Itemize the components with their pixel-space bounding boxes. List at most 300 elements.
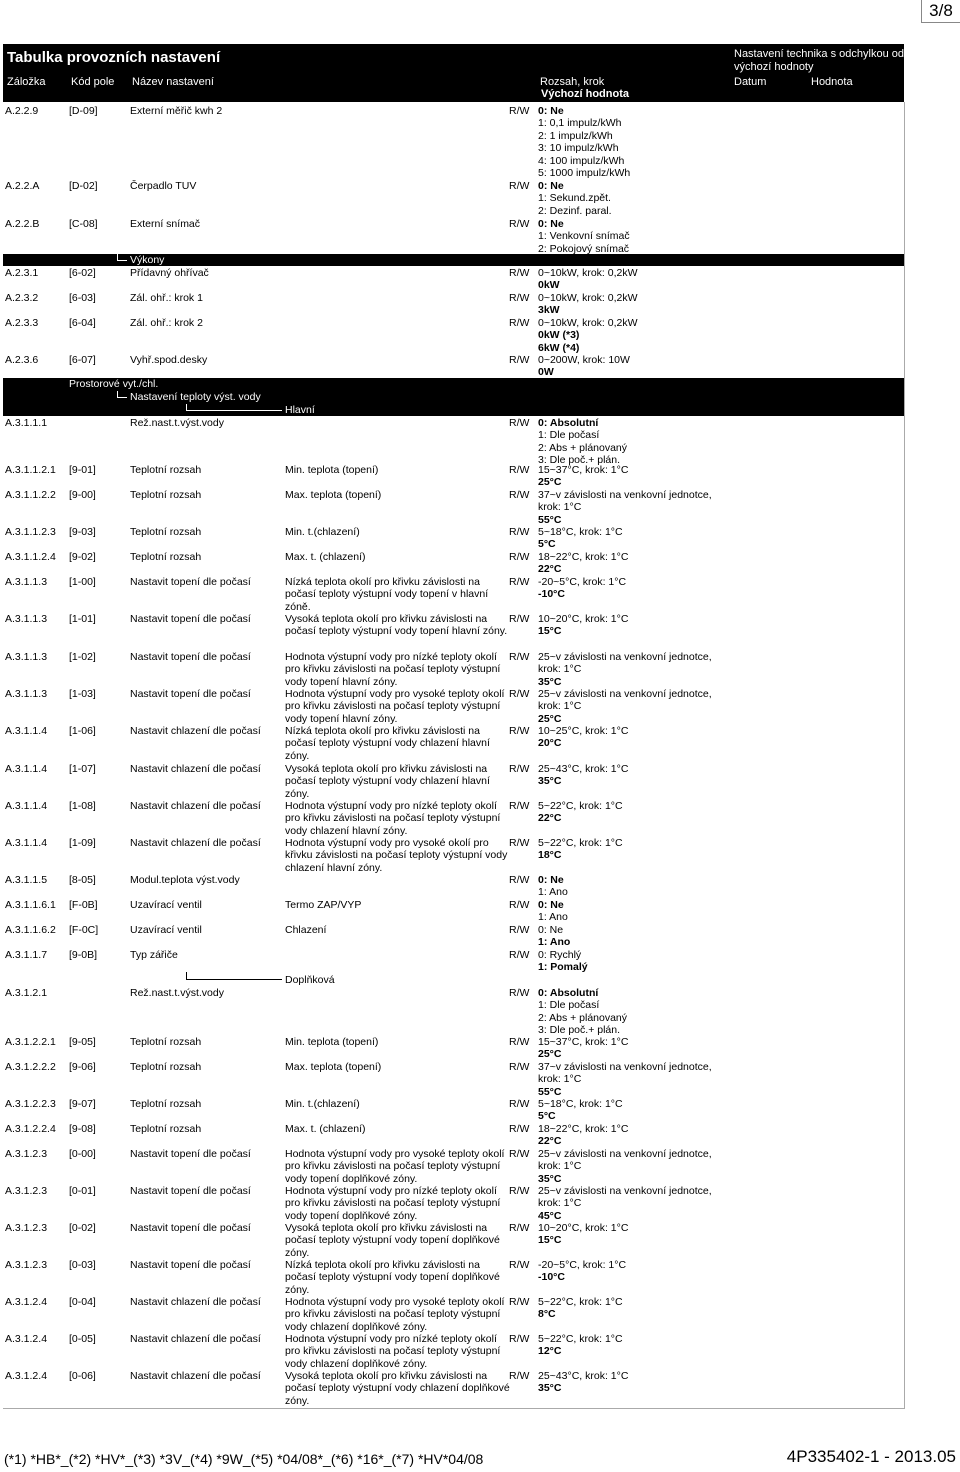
- setting-values: [538, 267, 738, 292]
- setting-tab: A.3.1.1.5: [5, 874, 48, 886]
- setting-description: Vysoká teplota okolí pro křivku závislosti na počasí teploty výstupní vody topení doplňkové zóny.: [285, 1222, 500, 1259]
- setting-code: [1-01]: [69, 613, 96, 625]
- table-title: Tabulka provozních nastavení: [7, 49, 221, 66]
- setting-values: [538, 317, 738, 354]
- setting-value-line: 25°C: [538, 712, 562, 725]
- setting-description: Hodnota výstupní vody pro vysoké teploty okolí pro křivku závislosti na počasí teploty výstupní vody chlazení doplňkové zóny.: [285, 1296, 505, 1333]
- setting-tab: A.3.1.2.3: [5, 1148, 48, 1160]
- setting-value-line: 0~10kW, krok: 0,2kW: [538, 292, 638, 304]
- setting-access: R/W: [509, 292, 530, 304]
- setting-name: Nastavit chlazení dle počasí: [130, 763, 261, 775]
- setting-tab: A.3.1.2.3: [5, 1222, 48, 1234]
- setting-name: Typ zářiče: [130, 949, 178, 961]
- setting-value-line: 4: 100 impulz/kWh: [538, 154, 625, 167]
- setting-value-line: 2: Pokojový snímač: [538, 242, 630, 255]
- setting-access: R/W: [509, 1185, 530, 1197]
- setting-values: [538, 576, 738, 601]
- setting-values: [538, 837, 738, 862]
- setting-tab: A.3.1.1.6.2: [5, 924, 56, 936]
- setting-code: [C-08]: [69, 218, 98, 230]
- setting-tab: A.3.1.1.2.4: [5, 551, 56, 563]
- setting-tab: A.3.1.1.6.1: [5, 899, 56, 911]
- setting-code: [F-0B]: [69, 899, 98, 911]
- setting-value-line: 3kW: [538, 304, 560, 317]
- setting-value-line: 0kW: [538, 279, 560, 292]
- setting-code: [0-05]: [69, 1333, 96, 1345]
- setting-value-line: 0~10kW, krok: 0,2kW: [538, 267, 638, 279]
- setting-value-line: 37~v závislosti na venkovní jednotce,: [538, 489, 712, 501]
- setting-name: Zál. ohř.: krok 1: [130, 292, 203, 304]
- setting-value-line: 0kW (*3): [538, 329, 580, 342]
- setting-code: [0-03]: [69, 1259, 96, 1271]
- setting-tab: A.3.1.2.2.4: [5, 1123, 56, 1135]
- setting-code: [1-07]: [69, 763, 96, 775]
- setting-description: Hodnota výstupní vody pro vysoké teploty okolí pro křivku závislosti na počasí teploty výstupní vody topení hlavní zóny.: [285, 688, 505, 725]
- setting-name: Přídavný ohřívač: [130, 267, 209, 279]
- setting-description: Vysoká teplota okolí pro křivku závislosti na počasí teploty výstupní vody chlazení doplňkové zóny.: [285, 1370, 510, 1407]
- section-hlavni: Hlavní: [285, 404, 315, 416]
- setting-value-line: 3: Dle poč.+ plán.: [538, 454, 621, 467]
- setting-values: [538, 1296, 738, 1321]
- setting-access: R/W: [509, 800, 530, 812]
- setting-name: Nastavit topení dle počasí: [130, 1185, 251, 1197]
- setting-access: R/W: [509, 1259, 530, 1271]
- setting-tab: A.2.3.6: [5, 354, 39, 366]
- setting-description: Hodnota výstupní vody pro nízké teploty okolí pro křivku závislosti na počasí teploty výstupní vody chlazení doplňkové zóny.: [285, 1333, 501, 1370]
- setting-value-line: krok: 1°C: [538, 1197, 582, 1210]
- setting-name: Rež.nast.t.výst.vody: [130, 987, 224, 999]
- setting-values: [538, 1222, 738, 1247]
- setting-value-line: 0: Absolutní: [538, 987, 599, 999]
- setting-values: [538, 218, 738, 255]
- setting-values: [538, 551, 738, 576]
- setting-tab: A.3.1.2.3: [5, 1185, 48, 1197]
- setting-value-line: 1: Ano: [538, 936, 571, 949]
- setting-description: Chlazení: [285, 924, 327, 936]
- setting-name: Uzavírací ventil: [130, 924, 202, 936]
- setting-access: R/W: [509, 1370, 530, 1382]
- setting-value-line: krok: 1°C: [538, 663, 582, 676]
- setting-values: [538, 688, 738, 725]
- setting-description: Max. t. (chlazení): [285, 551, 366, 563]
- col-value: Hodnota: [811, 76, 853, 88]
- setting-value-line: 0W: [538, 366, 554, 379]
- setting-name: Nastavit chlazení dle počasí: [130, 725, 261, 737]
- setting-tab: A.3.1.1.1: [5, 417, 48, 429]
- tree-line: [117, 397, 127, 398]
- setting-value-line: 1: Dle počasí: [538, 429, 600, 442]
- setting-value-line: -10°C: [538, 1271, 565, 1284]
- setting-access: R/W: [509, 218, 530, 230]
- setting-code: [0-04]: [69, 1296, 96, 1308]
- setting-access: R/W: [509, 613, 530, 625]
- setting-value-line: 18°C: [538, 849, 562, 862]
- col-range: Rozsah, krok: [540, 76, 605, 88]
- setting-value-line: 3: Dle poč.+ plán.: [538, 1024, 621, 1037]
- setting-value-line: krok: 1°C: [538, 501, 582, 514]
- setting-value-line: 2: Abs + plánovaný: [538, 441, 628, 454]
- setting-description: Vysoká teplota okolí pro křivku závislosti na počasí teploty výstupní vody chlazení hlavní zóny.: [285, 763, 490, 800]
- setting-name: Nastavit topení dle počasí: [130, 1148, 251, 1160]
- setting-name: Nastavit topení dle počasí: [130, 688, 251, 700]
- setting-description: Max. teplota (topení): [285, 1061, 382, 1073]
- setting-values: [538, 800, 738, 825]
- setting-access: R/W: [509, 105, 530, 117]
- setting-description: Hodnota výstupní vody pro nízké teploty okolí pro křivku závislosti na počasí teploty výstupní vody topení hlavní zóny.: [285, 651, 501, 688]
- setting-description: Hodnota výstupní vody pro nízké teploty okolí pro křivku závislosti na počasí teploty výstupní vody topení doplňkové zóny.: [285, 1185, 501, 1222]
- setting-value-line: 1: Ano: [538, 886, 568, 899]
- setting-values: [538, 613, 738, 638]
- setting-value-line: 0: Ne: [538, 874, 564, 886]
- setting-value-line: 25~v závislosti na venkovní jednotce,: [538, 1148, 712, 1160]
- setting-value-line: 5°C: [538, 538, 556, 551]
- setting-access: R/W: [509, 874, 530, 886]
- setting-value-line: 22°C: [538, 563, 562, 576]
- tree-line: [186, 979, 282, 980]
- setting-values: [538, 899, 738, 924]
- setting-value-line: 5~18°C, krok: 1°C: [538, 1098, 623, 1110]
- setting-name: Čerpadlo TUV: [130, 180, 197, 192]
- setting-access: R/W: [509, 1061, 530, 1073]
- setting-name: Zál. ohř.: krok 2: [130, 317, 203, 329]
- setting-access: R/W: [509, 180, 530, 192]
- setting-value-line: -10°C: [538, 588, 565, 601]
- setting-values: [538, 949, 738, 974]
- setting-description: Min. t.(chlazení): [285, 526, 360, 538]
- tree-line: [117, 260, 127, 261]
- setting-value-line: 45°C: [538, 1209, 562, 1222]
- setting-access: R/W: [509, 354, 530, 366]
- setting-access: R/W: [509, 1222, 530, 1234]
- setting-value-line: 25~43°C, krok: 1°C: [538, 1370, 629, 1382]
- setting-access: R/W: [509, 725, 530, 737]
- setting-values: [538, 924, 738, 949]
- setting-value-line: 0: Rychlý: [538, 949, 582, 961]
- setting-name: Nastavit topení dle počasí: [130, 1259, 251, 1271]
- setting-code: [6-07]: [69, 354, 96, 366]
- setting-value-line: 5~22°C, krok: 1°C: [538, 1333, 623, 1345]
- setting-code: [1-08]: [69, 800, 96, 812]
- setting-values: [538, 1259, 738, 1284]
- setting-access: R/W: [509, 526, 530, 538]
- setting-name: Nastavit chlazení dle počasí: [130, 837, 261, 849]
- setting-values: [538, 1123, 738, 1148]
- setting-name: Teplotní rozsah: [130, 1098, 202, 1110]
- setting-tab: A.3.1.2.1: [5, 987, 48, 999]
- setting-value-line: -20~5°C, krok: 1°C: [538, 1259, 627, 1271]
- setting-description: Nízká teplota okolí pro křivku závislosti na počasí teploty výstupní vody chlazení hlavní zóny.: [285, 725, 490, 762]
- setting-access: R/W: [509, 576, 530, 588]
- setting-values: [538, 417, 738, 467]
- setting-access: R/W: [509, 1123, 530, 1135]
- setting-value-line: 15~37°C, krok: 1°C: [538, 1036, 629, 1048]
- setting-tab: A.3.1.2.2.3: [5, 1098, 56, 1110]
- setting-name: Nastavit chlazení dle počasí: [130, 1333, 261, 1345]
- setting-code: [9-00]: [69, 489, 96, 501]
- setting-tab: A.3.1.1.3: [5, 651, 48, 663]
- setting-value-line: 12°C: [538, 1345, 562, 1358]
- setting-value-line: 55°C: [538, 1085, 562, 1098]
- setting-tab: A.2.3.3: [5, 317, 39, 329]
- setting-description: Nízká teplota okolí pro křivku závislosti na počasí teploty výstupní vody topení doplňkové zóny.: [285, 1259, 500, 1296]
- setting-code: [1-09]: [69, 837, 96, 849]
- table-header: [3, 44, 904, 102]
- setting-tab: A.3.1.1.3: [5, 613, 48, 625]
- setting-tab: A.3.1.2.4: [5, 1370, 48, 1382]
- section-bar-vykony: [3, 254, 904, 266]
- setting-value-line: krok: 1°C: [538, 1160, 582, 1173]
- setting-tab: A.3.1.1.3: [5, 576, 48, 588]
- setting-values: [538, 180, 738, 217]
- section-vykony: Výkony: [130, 254, 165, 266]
- setting-description: Min. t.(chlazení): [285, 1098, 360, 1110]
- section-prostorove: Prostorové vyt./chl.: [69, 378, 159, 390]
- setting-values: [538, 526, 738, 551]
- setting-value-line: 0: Ne: [538, 105, 564, 117]
- setting-name: Nastavit chlazení dle počasí: [130, 800, 261, 812]
- setting-name: Teplotní rozsah: [130, 526, 202, 538]
- setting-code: [1-02]: [69, 651, 96, 663]
- tree-line: [186, 410, 282, 411]
- setting-tab: A.3.1.1.4: [5, 763, 48, 775]
- setting-value-line: 10~20°C, krok: 1°C: [538, 613, 629, 625]
- setting-name: Nastavit topení dle počasí: [130, 576, 251, 588]
- setting-tab: A.3.1.1.2.1: [5, 464, 56, 476]
- setting-value-line: krok: 1°C: [538, 1073, 582, 1086]
- setting-value-line: 25~v závislosti na venkovní jednotce,: [538, 651, 712, 663]
- section-bar-prostorove: [3, 378, 904, 416]
- setting-description: Max. t. (chlazení): [285, 1123, 366, 1135]
- setting-name: Teplotní rozsah: [130, 464, 202, 476]
- setting-value-line: 0: Ne: [538, 899, 564, 911]
- page-number: 3/8: [921, 0, 960, 23]
- setting-value-line: 0: Absolutní: [538, 417, 599, 429]
- setting-values: [538, 292, 738, 317]
- setting-description: Min. teplota (topení): [285, 1036, 379, 1048]
- setting-code: [9-02]: [69, 551, 96, 563]
- setting-access: R/W: [509, 1148, 530, 1160]
- setting-values: [538, 874, 738, 899]
- setting-code: [8-05]: [69, 874, 96, 886]
- setting-access: R/W: [509, 763, 530, 775]
- setting-value-line: 35°C: [538, 1172, 562, 1185]
- setting-description: Max. teplota (topení): [285, 489, 382, 501]
- setting-code: [9-05]: [69, 1036, 96, 1048]
- setting-value-line: 5~22°C, krok: 1°C: [538, 1296, 623, 1308]
- setting-name: Rež.nast.t.výst.vody: [130, 417, 224, 429]
- setting-code: [0-02]: [69, 1222, 96, 1234]
- setting-name: Nastavit topení dle počasí: [130, 651, 251, 663]
- setting-name: Nastavit topení dle počasí: [130, 1222, 251, 1234]
- setting-value-line: 10~25°C, krok: 1°C: [538, 725, 629, 737]
- setting-value-line: 0: Ne: [538, 924, 564, 936]
- setting-code: [0-01]: [69, 1185, 96, 1197]
- col-default: Výchozí hodnota: [541, 88, 629, 100]
- setting-values: [538, 725, 738, 750]
- setting-tab: A.2.2.A: [5, 180, 40, 192]
- setting-values: [538, 1061, 738, 1098]
- col-date: Datum: [734, 76, 767, 88]
- setting-access: R/W: [509, 1333, 530, 1345]
- setting-tab: A.2.2.9: [5, 105, 39, 117]
- setting-value-line: 6kW (*4): [538, 341, 580, 354]
- setting-value-line: 18~22°C, krok: 1°C: [538, 1123, 629, 1135]
- setting-values: [538, 1148, 738, 1185]
- setting-code: [1-06]: [69, 725, 96, 737]
- setting-value-line: 0: Ne: [538, 180, 564, 192]
- setting-code: [9-01]: [69, 464, 96, 476]
- setting-value-line: 35°C: [538, 775, 562, 788]
- setting-name: Teplotní rozsah: [130, 1061, 202, 1073]
- setting-name: Teplotní rozsah: [130, 1123, 202, 1135]
- setting-value-line: 25~43°C, krok: 1°C: [538, 763, 629, 775]
- setting-value-line: 0~200W, krok: 10W: [538, 354, 630, 366]
- setting-name: Modul.teplota výst.vody: [130, 874, 240, 886]
- section-doplnkova: Doplňková: [285, 974, 335, 986]
- setting-description: Nízká teplota okolí pro křivku závislosti na počasí teploty výstupní vody topení v hlavní zóně.: [285, 576, 489, 613]
- setting-access: R/W: [509, 267, 530, 279]
- setting-code: [D-09]: [69, 105, 98, 117]
- setting-value-line: -20~5°C, krok: 1°C: [538, 576, 627, 588]
- setting-tab: A.3.1.2.4: [5, 1296, 48, 1308]
- setting-access: R/W: [509, 464, 530, 476]
- setting-value-line: 25°C: [538, 1048, 562, 1061]
- col-name: Název nastavení: [132, 76, 214, 88]
- setting-access: R/W: [509, 837, 530, 849]
- setting-name: Vyhř.spod.desky: [130, 354, 208, 366]
- setting-name: Nastavit chlazení dle počasí: [130, 1296, 261, 1308]
- setting-tab: A.2.3.2: [5, 292, 39, 304]
- setting-value-line: 5~22°C, krok: 1°C: [538, 837, 623, 849]
- setting-values: [538, 1333, 738, 1358]
- setting-values: [538, 105, 738, 179]
- setting-code: [9-03]: [69, 526, 96, 538]
- setting-code: [F-0C]: [69, 924, 99, 936]
- setting-name: Teplotní rozsah: [130, 551, 202, 563]
- setting-values: [538, 1036, 738, 1061]
- setting-tab: A.3.1.2.3: [5, 1259, 48, 1271]
- setting-tab: A.3.1.1.4: [5, 725, 48, 737]
- setting-value-line: 3: 10 impulz/kWh: [538, 142, 619, 155]
- setting-access: R/W: [509, 899, 530, 911]
- setting-access: R/W: [509, 688, 530, 700]
- setting-value-line: 0: Ne: [538, 218, 564, 230]
- setting-code: [0-06]: [69, 1370, 96, 1382]
- setting-values: [538, 651, 738, 688]
- setting-value-line: 5~22°C, krok: 1°C: [538, 800, 623, 812]
- setting-code: [9-08]: [69, 1123, 96, 1135]
- setting-name: Externí snímač: [130, 218, 201, 230]
- setting-value-line: 18~22°C, krok: 1°C: [538, 551, 629, 563]
- setting-value-line: 22°C: [538, 812, 562, 825]
- setting-tab: A.3.1.1.4: [5, 837, 48, 849]
- setting-tab: A.3.1.2.4: [5, 1333, 48, 1345]
- setting-value-line: 1: Ano: [538, 911, 568, 924]
- setting-value-line: 1: Venkovní snímač: [538, 230, 630, 243]
- setting-access: R/W: [509, 317, 530, 329]
- setting-code: [1-03]: [69, 688, 96, 700]
- setting-tab: A.3.1.2.2.2: [5, 1061, 56, 1073]
- setting-value-line: 0~10kW, krok: 0,2kW: [538, 317, 638, 329]
- setting-code: [6-03]: [69, 292, 96, 304]
- setting-tab: A.3.1.1.7: [5, 949, 48, 961]
- setting-value-line: 1: Pomalý: [538, 961, 588, 974]
- setting-access: R/W: [509, 987, 530, 999]
- col-tab: Záložka: [7, 76, 46, 88]
- setting-values: [538, 354, 738, 379]
- setting-access: R/W: [509, 1036, 530, 1048]
- setting-code: [9-0B]: [69, 949, 98, 961]
- setting-name: Teplotní rozsah: [130, 1036, 202, 1048]
- setting-values: [538, 1098, 738, 1123]
- setting-value-line: 1: Dle počasí: [538, 999, 600, 1012]
- setting-value-line: 15~37°C, krok: 1°C: [538, 464, 629, 476]
- setting-tab: A.2.2.B: [5, 218, 40, 230]
- setting-value-line: krok: 1°C: [538, 700, 582, 713]
- setting-values: [538, 464, 738, 489]
- setting-value-line: 55°C: [538, 513, 562, 526]
- setting-name: Nastavit chlazení dle počasí: [130, 1370, 261, 1382]
- setting-tab: A.3.1.1.2.2: [5, 489, 56, 501]
- setting-code: [9-07]: [69, 1098, 96, 1110]
- setting-values: [538, 987, 738, 1037]
- setting-value-line: 35°C: [538, 675, 562, 688]
- setting-description: Hodnota výstupní vody pro nízké teploty okolí pro křivku závislosti na počasí teploty výstupní vody chlazení hlavní zóny.: [285, 800, 501, 837]
- setting-value-line: 15°C: [538, 625, 562, 638]
- setting-access: R/W: [509, 489, 530, 501]
- setting-value-line: 10~20°C, krok: 1°C: [538, 1222, 629, 1234]
- setting-access: R/W: [509, 417, 530, 429]
- setting-value-line: 2: Abs + plánovaný: [538, 1011, 628, 1024]
- technician-settings-title: Nastavení technika s odchylkou od výchozí hodnoty: [734, 48, 904, 73]
- setting-value-line: 1: 0,1 impulz/kWh: [538, 117, 622, 130]
- setting-name: Nastavit topení dle počasí: [130, 613, 251, 625]
- setting-value-line: 37~v závislosti na venkovní jednotce,: [538, 1061, 712, 1073]
- setting-code: [D-02]: [69, 180, 98, 192]
- setting-value-line: 22°C: [538, 1135, 562, 1148]
- setting-value-line: 5~18°C, krok: 1°C: [538, 526, 623, 538]
- setting-code: [6-02]: [69, 267, 96, 279]
- document-code: 4P335402-1 - 2013.05: [786, 1447, 956, 1466]
- setting-description: Min. teplota (topení): [285, 464, 379, 476]
- setting-value-line: 5: 1000 impulz/kWh: [538, 167, 631, 180]
- setting-code: [6-04]: [69, 317, 96, 329]
- setting-access: R/W: [509, 551, 530, 563]
- setting-value-line: 2: Dezinf. paral.: [538, 204, 612, 217]
- setting-value-line: 25~v závislosti na venkovní jednotce,: [538, 1185, 712, 1197]
- setting-value-line: 20°C: [538, 737, 562, 750]
- setting-value-line: 2: 1 impulz/kWh: [538, 129, 613, 142]
- setting-tab: A.3.1.1.2.3: [5, 526, 56, 538]
- setting-name: Externí měřič kwh 2: [130, 105, 223, 117]
- setting-value-line: 25°C: [538, 476, 562, 489]
- setting-value-line: 15°C: [538, 1234, 562, 1247]
- setting-values: [538, 1370, 738, 1395]
- setting-values: [538, 489, 738, 526]
- setting-values: [538, 763, 738, 788]
- section-nastaveni-teploty: Nastavení teploty výst. vody: [130, 391, 261, 403]
- setting-name: Teplotní rozsah: [130, 489, 202, 501]
- footer-notes: (*1) *HB*_(*2) *HV*_(*3) *3V_(*4) *9W_(*5) *04/08*_(*6) *16*_(*7) *HV*04/08: [4, 1451, 484, 1467]
- settings-table-body: [3, 102, 905, 1409]
- setting-value-line: 1: Sekund.zpět.: [538, 192, 611, 205]
- setting-access: R/W: [509, 1098, 530, 1110]
- setting-description: Vysoká teplota okolí pro křivku závislosti na počasí teploty výstupní vody topení hlavní zóny.: [285, 613, 508, 638]
- col-code: Kód pole: [71, 76, 115, 88]
- setting-access: R/W: [509, 1296, 530, 1308]
- setting-access: R/W: [509, 949, 530, 961]
- setting-tab: A.2.3.1: [5, 267, 39, 279]
